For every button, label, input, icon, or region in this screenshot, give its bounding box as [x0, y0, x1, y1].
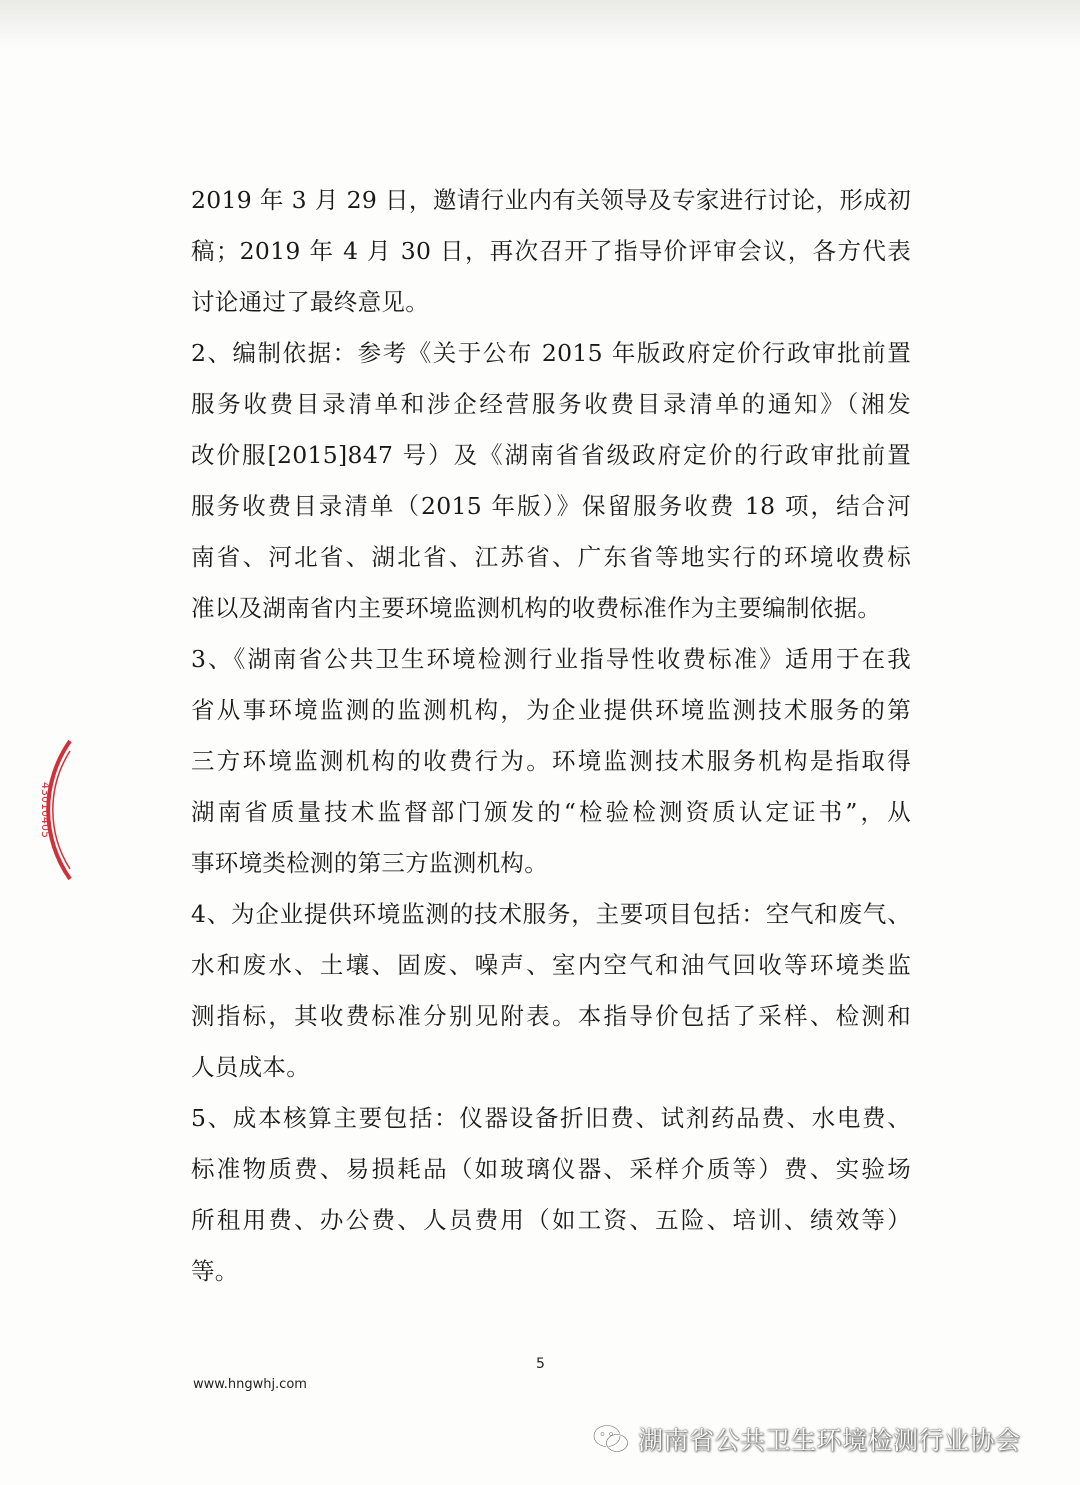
- text-line: 5、成本核算主要包括：仪器设备折旧费、试剂药品费、水电费、: [191, 1104, 911, 1132]
- footer-url: www.hngwhj.com: [193, 1377, 307, 1392]
- seal-number: 43010405: [39, 782, 52, 838]
- page-number: 5: [536, 1356, 545, 1372]
- seal-stamp: [12, 735, 72, 885]
- text-line: 2、编制依据：参考《关于公布 2015 年版政府定价行政审批前置: [191, 339, 911, 367]
- text-line: 3、《湖南省公共卫生环境检测行业指导性收费标准》适用于在我: [191, 645, 911, 673]
- text-line: 4、为企业提供环境监测的技术服务，主要项目包括：空气和废气、: [191, 900, 911, 928]
- text-line: 服务收费目录清单和涉企经营服务收费目录清单的通知》（湘发: [191, 390, 911, 418]
- wechat-watermark: [592, 1419, 1021, 1459]
- text-line: 水和废水、土壤、固废、噪声、室内空气和油气回收等环境类监: [191, 951, 911, 979]
- text-line: 测指标，其收费标准分别见附表。本指导价包括了采样、检测和: [191, 1002, 911, 1030]
- text-line: 三方环境监测机构的收费行为。环境监测技术服务机构是指取得: [191, 747, 911, 775]
- text-line: 所租用费、办公费、人员费用（如工资、五险、培训、绩效等）: [191, 1206, 911, 1234]
- text-line: 2019 年 3 月 29 日，邀请行业内有关领导及专家进行讨论，形成初: [191, 186, 911, 214]
- text-line: 等。: [191, 1257, 239, 1285]
- text-line: 湖南省质量技术监督部门颁发的“检验检测资质认定证书”，从: [191, 798, 911, 826]
- wechat-icon: [592, 1423, 630, 1455]
- text-line: 讨论通过了最终意见。: [191, 288, 429, 316]
- text-line: 南省、河北省、湖北省、江苏省、广东省等地实行的环境收费标: [191, 543, 911, 571]
- text-line: 事环境类检测的第三方监测机构。: [191, 849, 548, 877]
- document-body: [191, 175, 911, 1297]
- text-line: 省从事环境监测的监测机构，为企业提供环境监测技术服务的第: [191, 696, 911, 724]
- watermark-text: 湖南省公共卫生环境检测行业协会: [638, 1426, 1021, 1455]
- text-line: 服务收费目录清单（2015 年版）》保留服务收费 18 项，结合河: [191, 492, 911, 520]
- text-line: 稿；2019 年 4 月 30 日，再次召开了指导价评审会议，各方代表: [191, 237, 911, 265]
- text-line: 改价服[2015]847 号）及《湖南省省级政府定价的行政审批前置: [191, 441, 911, 469]
- text-line: 人员成本。: [191, 1053, 310, 1081]
- text-line: 标准物质费、易损耗品（如玻璃仪器、采样介质等）费、实验场: [191, 1155, 911, 1183]
- scan-top-edge: [0, 0, 1080, 48]
- text-line: 准以及湖南省内主要环境监测机构的收费标准作为主要编制依据。: [191, 594, 882, 622]
